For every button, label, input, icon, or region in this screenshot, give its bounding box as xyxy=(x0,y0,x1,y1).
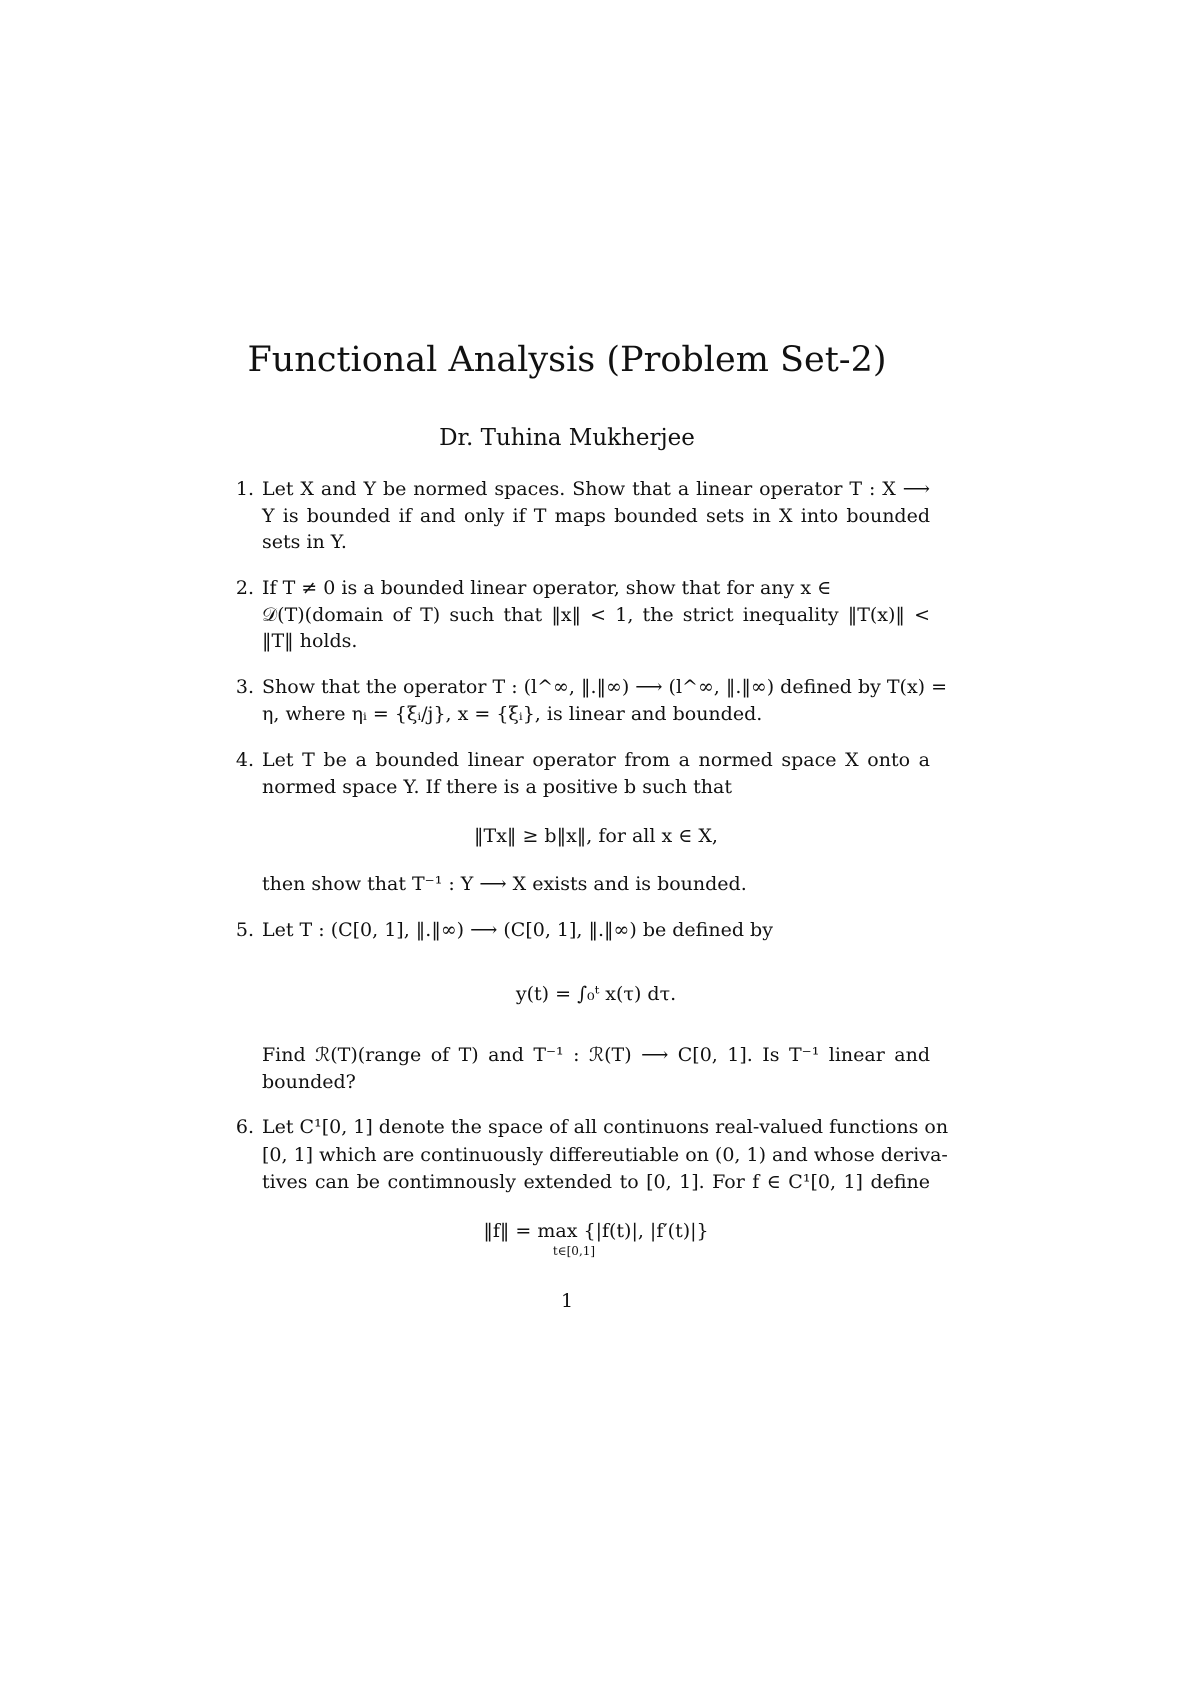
problem-5-line: bounded? xyxy=(262,1071,356,1093)
problem-6-line: [0, 1] which are continuously differeutiable on (0, 1) and whose deriva- xyxy=(262,1144,948,1166)
problem-4-line: Let T be a bounded linear operator from a normed space X onto a xyxy=(262,749,930,771)
problem-4-line: normed space Y. If there is a positive b such that xyxy=(262,776,732,798)
problem-2-line: If T ≠ 0 is a bounded linear operator, show that for any x ∈ xyxy=(262,577,832,599)
problem-1-number: 1. xyxy=(235,478,254,500)
problem-4-number: 4. xyxy=(235,749,254,771)
problem-1-line: Let X and Y be normed spaces. Show that a linear operator T : X ⟶ xyxy=(262,478,930,500)
problem-5-integral-equation: y(t) = ∫₀ᵗ x(τ) dτ. xyxy=(515,983,677,1005)
problem-6-norm-definition: ‖f‖ = max {|f(t)|, |f′(t)|} xyxy=(483,1220,709,1242)
problem-1-line: Y is bounded if and only if T maps bounded sets in X into bounded xyxy=(262,505,930,527)
author: Dr. Tuhina Mukherjee xyxy=(439,425,695,451)
problem-2-number: 2. xyxy=(235,577,254,599)
problem-6-max-subscript: t∈[0,1] xyxy=(552,1244,596,1258)
problem-3-number: 3. xyxy=(235,676,254,698)
problem-5-line: Find ℛ(T)(range of T) and T⁻¹ : ℛ(T) ⟶ C[0, 1]. Is T⁻¹ linear and xyxy=(262,1044,930,1066)
problem-5-number: 5. xyxy=(235,919,254,941)
problem-2-line: 𝒟(T)(domain of T) such that ‖x‖ < 1, the strict inequality ‖T(x)‖ < xyxy=(262,604,930,626)
problem-4-display-equation: ‖Tx‖ ≥ b‖x‖, for all x ∈ X, xyxy=(474,825,718,847)
problem-6-line: tives can be contimnously extended to [0, 1]. For f ∈ C¹[0, 1] define xyxy=(262,1171,930,1193)
problem-5-line: Let T : (C[0, 1], ‖.‖∞) ⟶ (C[0, 1], ‖.‖∞) be defined by xyxy=(262,919,773,941)
problem-4-line: then show that T⁻¹ : Y ⟶ X exists and is bounded. xyxy=(262,873,747,895)
problem-6-number: 6. xyxy=(235,1116,254,1138)
document-title: Functional Analysis (Problem Set-2) xyxy=(247,340,887,380)
problem-3-line: η, where ηᵢ = {ξᵢ/j}, x = {ξᵢ}, is linear and bounded. xyxy=(262,703,763,725)
page-number: 1 xyxy=(560,1290,574,1312)
problem-1-line: sets in Y. xyxy=(262,531,347,553)
problem-6-line: Let C¹[0, 1] denote the space of all continuons real-valued functions on xyxy=(262,1116,949,1138)
problem-3-line: Show that the operator T : (l^∞, ‖.‖∞) ⟶ (l^∞, ‖.‖∞) defined by T(x) = xyxy=(262,676,948,698)
problem-2-line: ‖T‖ holds. xyxy=(262,630,358,652)
